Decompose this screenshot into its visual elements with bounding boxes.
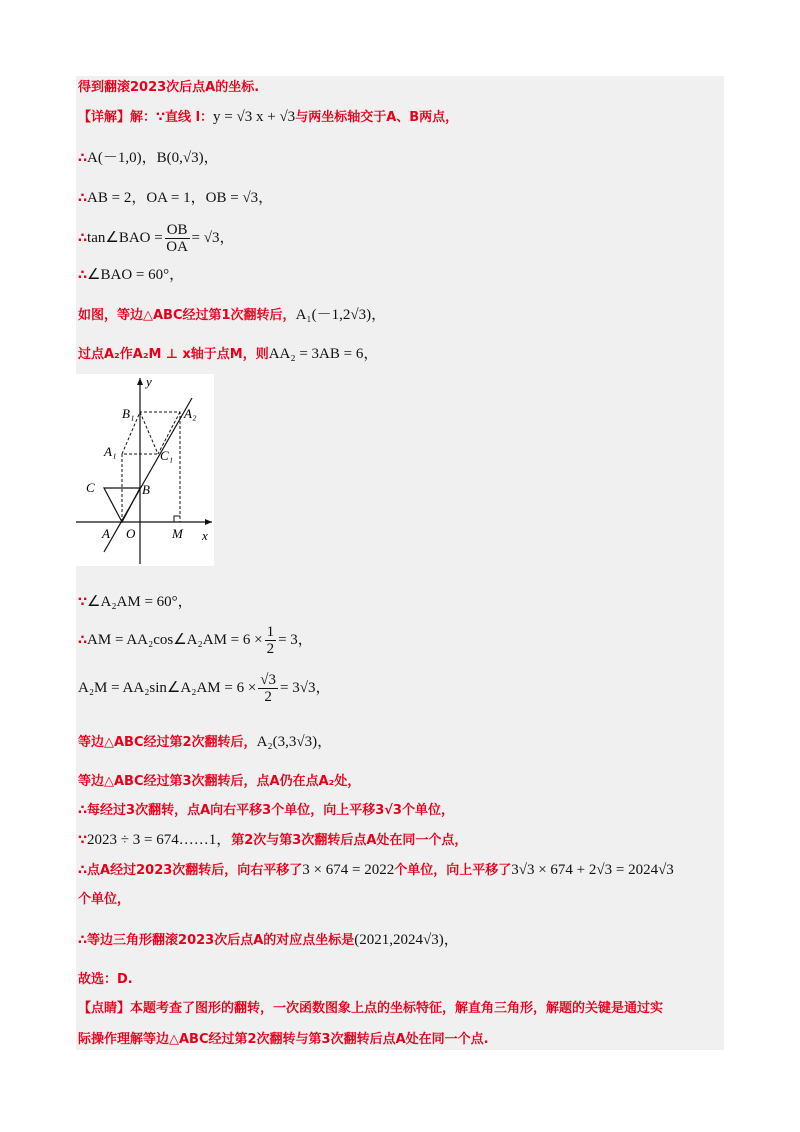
text-line: 得到翻滚2023次后点A的坐标. [78, 80, 260, 95]
text-line: ∴∠BAO = 60°， [78, 267, 185, 283]
text-line: ∴tan∠BAO = $\frac{OB}{OA}$ = √3， [78, 222, 235, 255]
solution-tag: 【详解】 [78, 110, 131, 125]
text-line: ∴AB = 2，OA = 1，OB = √3， [78, 190, 274, 206]
x-axis-arrow [205, 519, 212, 525]
text-line: 际操作理解等边△ABC经过第2次翻转与第3次翻转后点A处在同一个点. [78, 1032, 489, 1047]
text-line: 故选：D. [78, 972, 133, 987]
solution-line: 【详解】解：∵直线 l：y = √3 x + √3与两坐标轴交于A、B两点， [78, 109, 459, 125]
y-axis-arrow [137, 378, 143, 385]
dashed-b1-c1 [140, 412, 158, 454]
text-line: ∴AM = AA₂cos∠A₂AM = 6 × $\frac{1}{2}$ = 3， [78, 624, 313, 657]
comment-tag: 【点睛】 [78, 1001, 131, 1016]
label-a1: A₁ [104, 444, 117, 459]
fraction: $\frac{√3}{2}$ [260, 672, 277, 705]
text-line: ∴等边三角形翻滚2023次后点A的对应点坐标是(2021,2024√3)， [78, 932, 459, 948]
label-a: A [102, 526, 110, 541]
label-x: x [202, 528, 208, 543]
label-y: y [146, 374, 152, 389]
text-line: 过点A₂作A₂M ⊥ x轴于点M，则AA₂ = 3AB = 6， [78, 346, 379, 362]
figure-svg [76, 374, 214, 566]
comment-line: 【点睛】本题考查了图形的翻转，一次函数图象上点的坐标特征，解直角三角形，解题的关键是通过实 [78, 1001, 664, 1016]
text-line: 个单位， [78, 892, 131, 907]
label-o: O [126, 526, 136, 541]
text-line: A₂M = AA₂sin∠A₂AM = 6 × $\frac{√3}{2}$ = 3√3， [78, 672, 331, 705]
text-line: 等边△ABC经过第2次翻转后，A₂(3,3√3)， [78, 734, 333, 750]
label-a2: A₂ [184, 406, 197, 421]
right-angle-mark [174, 516, 180, 522]
text-line: ∵2023 ÷ 3 = 674……1，第2次与第3次翻转后点A处在同一个点， [78, 832, 468, 848]
geometry-figure [76, 374, 214, 566]
label-b: B [142, 482, 150, 497]
text-line: ∵∠A₂AM = 60°， [78, 594, 193, 610]
line-equation: y = √3 x + √3 [213, 109, 296, 125]
label-m: M [172, 526, 183, 541]
label-c: C [86, 480, 95, 495]
fraction: $\frac{1}{2}$ [266, 624, 275, 657]
text-line: ∴点A经过2023次翻转后，向右平移了3 × 674 = 2022个单位，向上平移了3√3 × 674 + 2√3 = 2024√3 [78, 862, 674, 878]
text-line: ∴每经过3次翻转，点A向右平移3个单位，向上平移3√3个单位， [78, 803, 454, 818]
label-b1: B₁ [122, 406, 135, 421]
fraction: $\frac{OB}{OA}$ [166, 222, 188, 255]
label-c1: C₁ [160, 448, 174, 463]
text-line: 如图，等边△ABC经过第1次翻转后，A₁(－1,2√3)， [78, 307, 387, 323]
text-line: ∴A(－1,0)，B(0,√3)， [78, 150, 219, 166]
text-line: 等边△ABC经过第3次翻转后，点A仍在点A₂处， [78, 774, 361, 789]
